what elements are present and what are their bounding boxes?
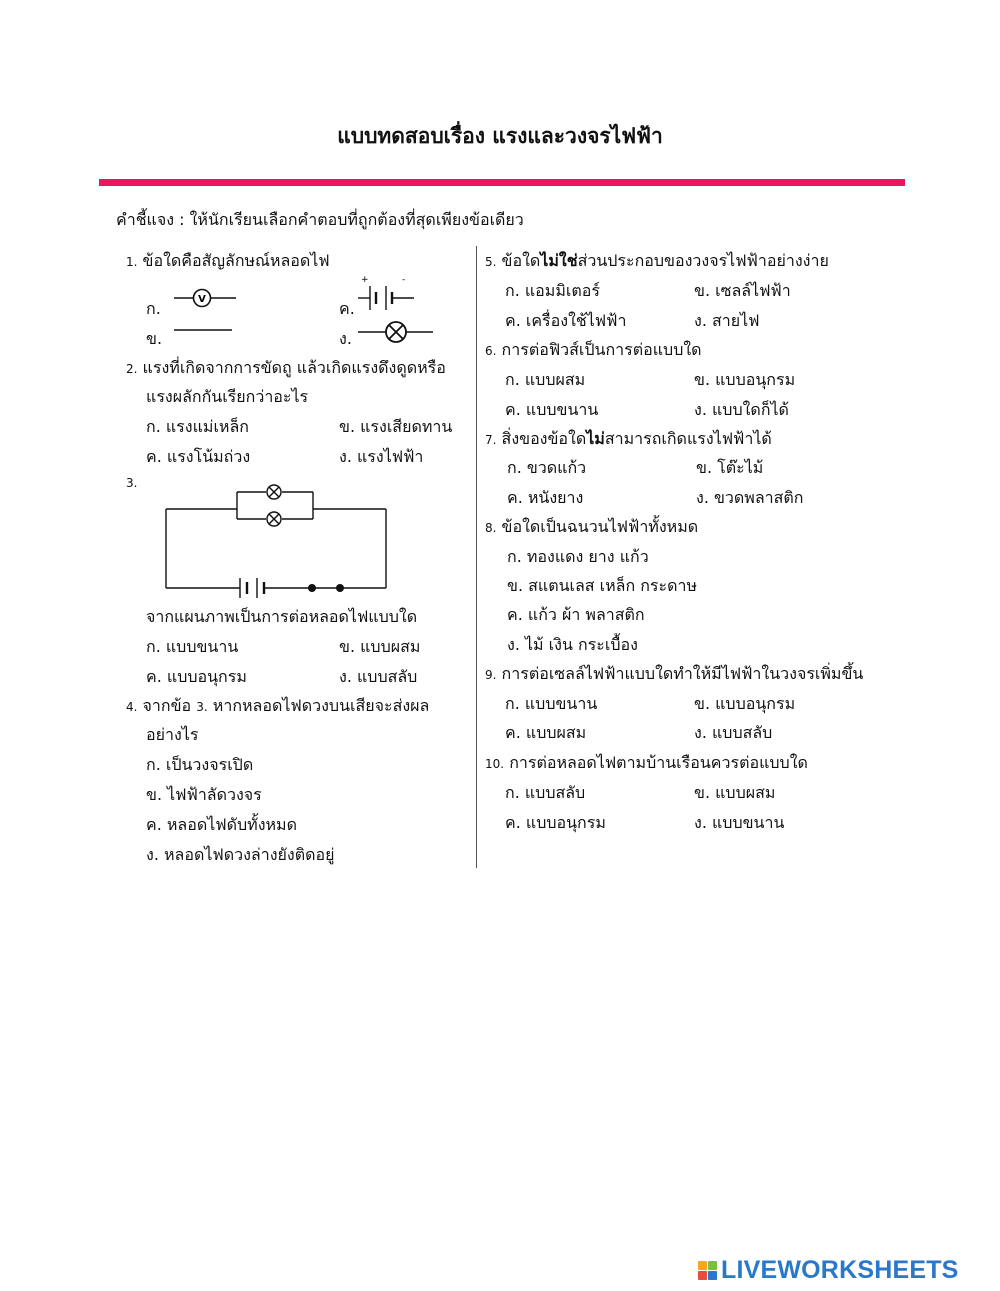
q7-option-a[interactable]: ก. ขวดแก้ว bbox=[507, 458, 587, 477]
q9-option-d[interactable]: ง. แบบสลับ bbox=[694, 723, 773, 742]
q6-option-d[interactable]: ง. แบบใดก็ได้ bbox=[694, 400, 789, 419]
wire-symbol bbox=[174, 322, 234, 332]
q3-option-a[interactable]: ก. แบบขนาน bbox=[146, 637, 239, 656]
question-6: 6. การต่อฟิวส์เป็นการต่อแบบใด bbox=[485, 340, 702, 359]
question-10: 10. การต่อหลอดไฟตามบ้านเรือนควรต่อแบบใด bbox=[485, 753, 808, 772]
q9-option-a[interactable]: ก. แบบขนาน bbox=[505, 694, 598, 713]
q3-option-b[interactable]: ข. แบบผสม bbox=[339, 637, 421, 656]
q4-option-c[interactable]: ค. หลอดไฟดับทั้งหมด bbox=[146, 815, 297, 834]
logo-tile bbox=[698, 1271, 707, 1280]
q2-option-c[interactable]: ค. แรงโน้มถ่วง bbox=[146, 447, 251, 466]
q5-option-c[interactable]: ค. เครื่องใช้ไฟฟ้า bbox=[505, 311, 627, 330]
liveworksheets-logo bbox=[698, 1253, 959, 1287]
q8-option-c[interactable]: ค. แก้ว ผ้า พลาสติก bbox=[507, 605, 645, 624]
question-4-cont: อย่างไร bbox=[146, 725, 199, 744]
q2-option-a[interactable]: ก. แรงแม่เหล็ก bbox=[146, 417, 249, 436]
logo-text: LIVEWORKSHEETS bbox=[721, 1255, 959, 1284]
q10-option-a[interactable]: ก. แบบสลับ bbox=[505, 783, 586, 802]
battery-symbol bbox=[358, 272, 418, 312]
q6-option-c[interactable]: ค. แบบขนาน bbox=[505, 400, 599, 419]
q2-option-d[interactable]: ง. แรงไฟฟ้า bbox=[339, 447, 424, 466]
svg-text:V: V bbox=[198, 294, 206, 305]
q10-option-c[interactable]: ค. แบบอนุกรม bbox=[505, 813, 606, 832]
logo-tile bbox=[708, 1261, 717, 1270]
question-1: 1. ข้อใดคือสัญลักษณ์หลอดไฟ bbox=[126, 251, 330, 270]
q7-option-d[interactable]: ง. ขวดพลาสติก bbox=[696, 488, 804, 507]
question-2: 2. แรงที่เกิดจากการขัดถู แล้วเกิดแรงดึงดูดหรือ bbox=[126, 358, 446, 377]
lamp-symbol bbox=[358, 320, 434, 344]
question-2-cont: แรงผลักกันเรียกว่าอะไร bbox=[146, 387, 309, 406]
question-8: 8. ข้อใดเป็นฉนวนไฟฟ้าทั้งหมด bbox=[485, 517, 699, 536]
q4-option-d[interactable]: ง. หลอดไฟดวงล่างยังติดอยู่ bbox=[146, 845, 335, 864]
q9-option-b[interactable]: ข. แบบอนุกรม bbox=[694, 694, 796, 713]
page-title: แบบทดสอบเรื่อง แรงและวงจรไฟฟ้า bbox=[337, 124, 663, 148]
svg-text:+: + bbox=[361, 275, 369, 285]
column-divider bbox=[476, 246, 477, 868]
logo-tile bbox=[708, 1271, 717, 1280]
instructions: คำชี้แจง : ให้นักเรียนเลือกคำตอบที่ถูกต้องที่สุดเพียงข้อเดียว bbox=[116, 210, 524, 229]
q1-option-d-label: ง. bbox=[339, 329, 352, 348]
logo-tiles-icon bbox=[698, 1261, 717, 1280]
q10-option-b[interactable]: ข. แบบผสม bbox=[694, 783, 776, 802]
question-7: 7. สิ่งของข้อใดไม่สามารถเกิดแรงไฟฟ้าได้ bbox=[485, 429, 772, 448]
q4-option-b[interactable]: ข. ไฟฟ้าลัดวงจร bbox=[146, 785, 262, 804]
q9-option-c[interactable]: ค. แบบผสม bbox=[505, 723, 587, 742]
q5-option-d[interactable]: ง. สายไฟ bbox=[694, 311, 760, 330]
q8-option-b[interactable]: ข. สแตนเลส เหล็ก กระดาษ bbox=[507, 576, 698, 595]
q3-option-c[interactable]: ค. แบบอนุกรม bbox=[146, 667, 247, 686]
q3-option-d[interactable]: ง. แบบสลับ bbox=[339, 667, 418, 686]
q5-option-b[interactable]: ข. เซลล์ไฟฟ้า bbox=[694, 281, 791, 300]
q8-option-a[interactable]: ก. ทองแดง ยาง แก้ว bbox=[507, 547, 649, 566]
question-4: 4. จากข้อ 3. หากหลอดไฟดวงบนเสียจะส่งผล bbox=[126, 696, 430, 715]
logo-tile bbox=[698, 1261, 707, 1270]
q6-option-a[interactable]: ก. แบบผสม bbox=[505, 370, 586, 389]
q10-option-d[interactable]: ง. แบบขนาน bbox=[694, 813, 785, 832]
title-divider bbox=[99, 179, 905, 186]
question-9: 9. การต่อเซลล์ไฟฟ้าแบบใดทำให้มีไฟฟ้าในวงจรเพิ่มขึ้น bbox=[485, 664, 864, 683]
voltmeter-symbol bbox=[174, 288, 236, 308]
q4-option-a[interactable]: ก. เป็นวงจรเปิด bbox=[146, 755, 254, 774]
q1-option-c-label: ค. bbox=[339, 299, 355, 318]
svg-text:-: - bbox=[402, 275, 406, 285]
q6-option-b[interactable]: ข. แบบอนุกรม bbox=[694, 370, 796, 389]
q1-option-b-label: ข. bbox=[146, 329, 163, 348]
question-3-number: 3. bbox=[126, 476, 138, 490]
question-3-text: จากแผนภาพเป็นการต่อหลอดไฟแบบใด bbox=[146, 607, 418, 626]
parallel-lamp-circuit bbox=[160, 478, 392, 598]
q7-option-c[interactable]: ค. หนังยาง bbox=[507, 488, 584, 507]
question-5: 5. ข้อใดไม่ใช่ส่วนประกอบของวงจรไฟฟ้าอย่างง่าย bbox=[485, 251, 829, 270]
q5-option-a[interactable]: ก. แอมมิเตอร์ bbox=[505, 281, 600, 300]
q1-option-a-label: ก. bbox=[146, 299, 161, 318]
q7-option-b[interactable]: ข. โต๊ะไม้ bbox=[696, 458, 764, 477]
q2-option-b[interactable]: ข. แรงเสียดทาน bbox=[339, 417, 453, 436]
q8-option-d[interactable]: ง. ไม้ เงิน กระเบื้อง bbox=[507, 635, 638, 654]
